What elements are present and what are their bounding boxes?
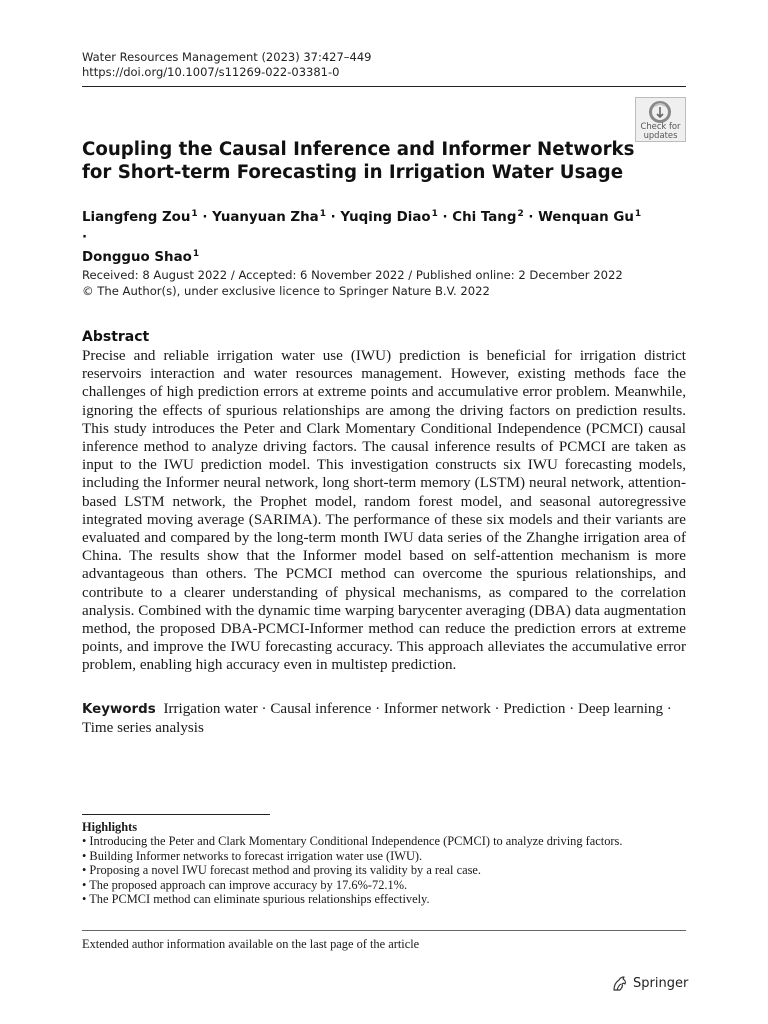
author[interactable]: Liangfeng Zou$^1$ <box>82 209 198 225</box>
author-list: Liangfeng Zou$^1$ · Yuanyuan Zha$^1$ · Yuqing Diao$^1$ · Chi Tang$^2$ · Wenquan $Gu^1$ · Dongguo Shao$^1$ <box>82 209 642 265</box>
springer-horse-icon <box>611 975 628 992</box>
dates-line: Received: 8 August 2022 / Accepted: 6 November 2022 / Published online: 2 December 2022 <box>82 268 623 282</box>
highlights-heading: Highlights <box>82 820 138 834</box>
abstract-heading: Abstract <box>82 329 150 345</box>
badge-line-1: Check for <box>640 121 681 131</box>
highlight-item: • Proposing a novel IWU forecast method and proving its validity by a real case. <box>82 863 482 878</box>
keywords-label: Keywords <box>82 702 156 717</box>
footer-rule <box>82 930 686 931</box>
highlights <box>82 820 682 906</box>
check-for-updates-badge[interactable] <box>635 97 686 142</box>
check-for-updates-icon <box>647 101 673 123</box>
journal-citation: Water Resources Management (2023) 37:427–449 <box>82 50 372 64</box>
copyright-line: © The Author(s), under exclusive licence to Springer Nature B.V. 2022 <box>82 284 490 298</box>
highlight-item: • The proposed approach can improve accuracy by 17.6%-72.1%. <box>82 877 408 892</box>
author[interactable]: Wenquan Gu$^1$ <box>538 209 642 225</box>
badge-label <box>636 122 685 140</box>
highlights-rule <box>82 814 270 815</box>
extended-author-info: Extended author information available on the last page of the article <box>82 937 420 951</box>
badge-line-2: updates <box>643 130 678 140</box>
highlight-item: • Introducing the Peter and Clark Momentary Conditional Independence (PCMCI) to analyze driving factors. <box>82 834 623 849</box>
publisher-name: Springer <box>633 976 689 991</box>
author[interactable]: Dongguo Shao$^1$ <box>82 249 200 265</box>
keywords-text: Irrigation water · Causal inference · Informer network · Prediction · Deep learning · Time series analysis <box>82 701 672 736</box>
journal-header <box>82 50 372 80</box>
author[interactable]: Yuanyuan Zha$^1$ <box>212 209 326 225</box>
keywords <box>82 700 686 738</box>
doi-link[interactable]: https://doi.org/10.1007/s11269-022-03381-0 <box>82 65 340 79</box>
header-rule <box>82 86 686 87</box>
title-line-2: for Short-term Forecasting in Irrigation Water Usage <box>82 162 624 183</box>
author[interactable]: Yuqing Diao$^1$ <box>340 209 438 225</box>
abstract-text: Precise and reliable irrigation water use (IWU) prediction is beneficial for irrigation district reservoirs interaction and water resources management. However, existing methods face the challenges of high prediction errors at extreme points and accumulative error problem. Meanwhile, ignoring the effects of spurious relationships are among the driving factors on prediction results. This study introduces the Peter and Clark Momentary Conditional Independence (PCMCI) causal inference method to analyze driving factors. The causal inference results of PCMCI are taken as input to the IWU prediction model. This investigation constructs six IWU forecasting models, including the Informer neural network, long short-term memory (LSTM) neural network, attention-based LSTM network, the Prophet model, random forest model, and seasonal autoregressive integrated moving average (SARIMA). The performance of these six models and their variants are evaluated and compared by the long-term month IWU data series of the Zhanghe irrigation area of China. The results show that the Informer model based on self-attention mechanism is more advantageous than others. The PCMCI method can overcome the spurious relationships, and contribute to a clearer understanding of physical mechanisms, as compared to the correlation analysis. Combined with the dynamic time warping barycenter averaging (DBA) data augmentation method, the proposed DBA-PCMCI-Informer method can reduce the prediction errors at extreme points, and improve the IWU forecasting accuracy. This approach alleviates the accumulative error problem, enabling high accuracy even in multistep prediction. <box>82 348 686 674</box>
publication-dates <box>82 267 623 299</box>
highlight-item: • Building Informer networks to forecast irrigation water use (IWU). <box>82 848 423 863</box>
highlight-item: • The PCMCI method can eliminate spurious relationships effectively. <box>82 892 430 907</box>
title-line-1: Coupling the Causal Inference and Informer Networks <box>82 139 635 160</box>
author[interactable]: Chi Tang$^2$ <box>452 209 524 225</box>
article-title <box>82 138 642 184</box>
